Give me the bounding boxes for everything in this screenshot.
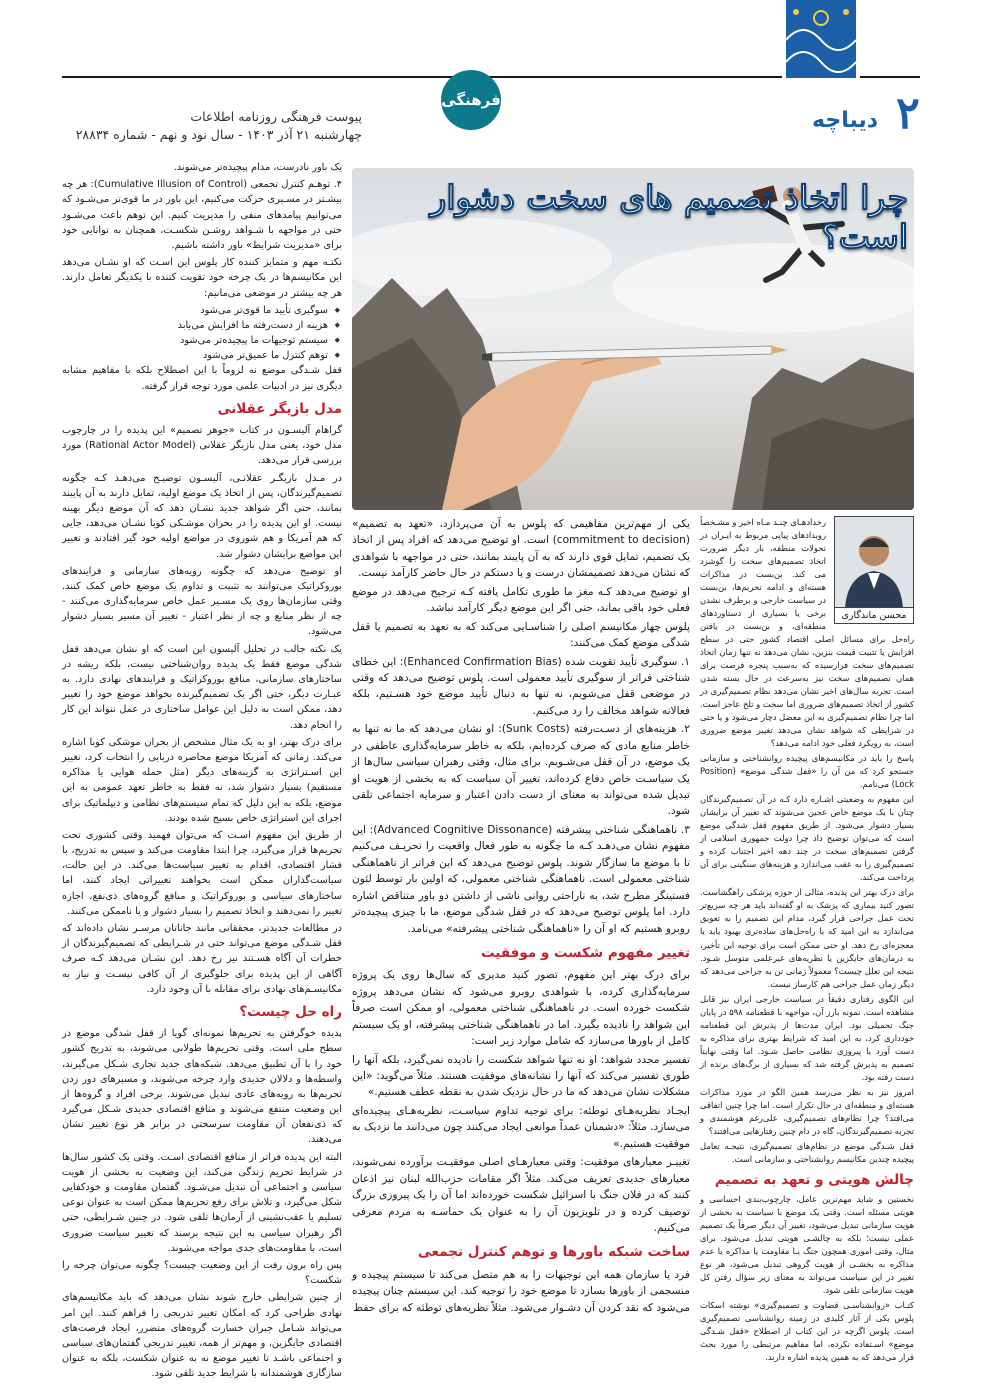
paragraph: نخستین و شاید مهم‌ترین عامل، چارچوب‌بندی احساسی و هویتی مسئله است. وقتی یک موضع با سیاست به بخشی از هویت سازمانی تبدیل می‌شود، تغییر آن دیگر صرفاً یک تصمیم عملی نیست؛ بلکه به چالشـی هویتی تبدیل می‌شود. برای مثال، وقتی اموری همچون جنگ یـا مقاومت یا مذاکره یا عدم مذاکره به بخشـی از هویت گروهی تبدیل می‌شود، هر نوع تغییر در این سیاست می‌تواند به معنای زیر سؤال رفتن کل هویت سازمانی تلقی شود. — [700, 1193, 914, 1295]
masthead — [0, 0, 1000, 160]
list-item: ◆ هزینه از دست‌رفته ما افزایش می‌یابد — [62, 318, 328, 333]
list-item: ◆ سوگیری تأیید ما قوی‌تر می‌شود — [62, 303, 328, 318]
paragraph: او توضیح می‌دهد که چگونه رویه‌های سازمانی و فرایندهای بوروکراتیک می‌توانند به تثبیت و تداوم یک موضع خاص کمک کنند. وقتی سازمان‌ها روی یک مسـیر عمل خاص سرمایه‌گذاری می‌کنند - چه از نظر منابع و چه از نظر اعتبار - تغییر آن مسیر بسیار دشوار می‌شود. — [62, 565, 342, 638]
ornament-tile-icon — [786, 0, 856, 78]
paragraph: قفل شـدگی موضع در نظام‌های تصمیم‌گیری، نتیجـه تعامل پیچیده چندین مکانیسم روانشناختی و سازمانی است. — [700, 1140, 914, 1164]
paragraph: ایجـاد نظریه‌هـای توطئه: برای توجیه تداوم سیاسـت، نظریه‌هـای پیچیده‌ای می‌سازد. مثلاً: «دشمنان عمداً موانعی ایجاد می‌کنند چون می‌دانند ما نزدیک به موفقیت هستیم.» — [352, 1104, 690, 1150]
paragraph: ۳. ناهماهنگی شناختی پیشرفته (Advanced Cognitive Dissonance): این مفهوم نشان می‌دهـد کـه ما چگونه به طور فعال واقعیت را تحریـف می‌کنیم تا با موضع ما سازگار شوند. پلوس توضیح می‌دهد که این فراتر از ناهماهنگی شناختی معمولی است. ناهماهنگی شناختی معمولی، که اولین بار توسط لئون فستینگر مطرح شد، به ناراحتی روانی ناشی از داشتن دو باور متناقض اشاره دارد. اما پلوس توضیح می‌دهد که در قفل شدگی موضع، ما با چیزی پیچیده‌تر روبرو هستیم که او آن را «ناهماهنگی شناختی پیشرفته» می‌نامد. — [352, 823, 690, 935]
subheading: چالش هویتی و تعهد به تصمیم — [714, 1171, 914, 1188]
paragraph: از چنین شرایطی خارج شوند نشان می‌دهد که باید مکانیسم‌های نهادی طراحی کرد که امکان تغییر تدریجی را فراهم کنند. این امر می‌تواند شـامل جبران خسارت گروه‌های متضرر، ایجاد فرصت‌های اقتصادی جایگزین، و مهم‌تر از همه، تغییر تدریجی گفتمان‌های سیاسی و اجتماعی باشـد تا تغییر موضع نه به عنوان شکست، بلکه به عنوان سازگاری هوشمندانه با شرایط جدید تلقی شود. — [62, 1292, 342, 1380]
paragraph: از طریق این مفهوم اسـت که می‌توان فهمید وقتی کشوری تحت تحریم‌ها قرار می‌گیرد، چرا ابتدا مقاومت می‌کند و سپس به تدریج، با فشار اقتصادی، اقدام به تغییر سیاست‌ها می‌کند. در این حالت، سیاست‌گذاران ممکن است بخواهند تغییراتی ایجاد کنند، اما ساختارهای سیاسی و بوروکراتیک و منافع گروه‌های ذی‌نفع، اجازه تغییر را نمی‌دهند و اتخاذ تصمیم را بسیار دشوار و یا ناممکن می‌کنند. — [62, 829, 342, 917]
subheading: مدل بازیگر عقلانی — [217, 400, 342, 417]
paragraph: یک نکته جالب در تحلیل آلیسون این است که او نشان می‌دهد قفل شدگی موضع فقط یک پدیده روان‌شناختی نیست، بلکه ریشه در ساختارهای سازمانی، منافع بوروکراتیک و فرایندهای نهادی دارد. به عبـارت دیگر، حتی اگر یک تصمیم‌گیرنده بخواهد موضع خود را تغییر دهد، ممکن است به دلیل این عوامل ساختاری در عمل نتواند این کار را انجام دهد. — [62, 643, 342, 731]
article-column-right — [700, 516, 914, 1366]
paragraph: در مطالعات جدیدتر، محققانی مانند جاناتان مرسـر نشان داده‌اند که قفل شـدگی موضع می‌تواند حتی در شـرایطی که تصمیم‌گیرندگان از خطرات آن آگاه هسـتند نیز رخ دهد. این نشـان می‌دهد کـه صرف آگاهی از این پدیده برای جلوگیری از آن کافی نیسـت و نیاز به مکانیسـم‌های نهادی برای مقابله با آن وجود دارد. — [62, 923, 342, 995]
paragraph: پاسخ را باید در مکانیسم‌های پیچیده روانشناختی و سازمانی جستجو کرد که من آن را «قفل شدگی موضع» (Position Lock) می‌نامم. — [700, 753, 914, 790]
paragraph: در مـدل بازیگـر عقلانـی، آلیسـون توضیـح می‌دهـد کـه چگونه تصمیم‌گیرندگان، پس از اتخاذ یک موضع اولیه، تمایل دارند به آن پایبند بمانند، حتی اگر شواهد جدید نشـان دهد که آن موضع دیگر بهینه نیست. او این پدیده را در بحران موشـکی کوبا نشـان می‌دهد، جایی که هم آمریکا و هم شوروی در مواضع اولیه خود گیر افتادند و تغییر این مواضع برایشان دشوار شد. — [62, 472, 342, 560]
paragraph: برای درک بهتر این مفهوم، تصور کنید مدیری که سال‌ها روی یک پروژه سرمایه‌گذاری کرده، با شواهدی روبرو می‌شود که نشان می‌دهد پروژه شکست خورده است. در ناهماهنگی شناختی معمولی، او ممکن است صرفاً این شواهد را نادیده بگیرد. اما در ناهماهنگی شناختی پیشرفته، او یک سیستم کامل از باورها می‌سازد که شامل موارد زیر است: — [352, 969, 690, 1048]
bullet-list — [62, 303, 342, 364]
publication-info — [62, 108, 362, 144]
section-title: دیباچه — [812, 108, 878, 133]
paragraph: پس راه برون رفت از این وضعیت چیست؟ چگونه می‌توان چرخه را شکست؟ — [62, 1259, 342, 1287]
paragraph: برای درک بهتر این پدیده، مثالی از حوزه پزشکی راهگشاست. تصور کنید بیماری که پزشک به او گفته‌اند باید هر چه سریع‌تر تحت عمل جراحی قرار گیرد، مدام این تصمیم را به تعویق می‌اندازد به این امید که با راه‌حل‌های ساده‌تری بهبود یابد یا معجزه‌ای رخ دهد. او حتی ممکن است برای توجیه این تأخیر، به درمان‌های جایگزین یا نظریه‌های غیرعلمی متوسل شـود. نتیجه این تعلل چیست؟ معمولاً زمانی تن به جراحی می‌دهد که دیگر زمان عمل جراحی هم کارساز نیست. — [700, 887, 914, 989]
subheading: راه حل چیست؟ — [239, 1003, 342, 1020]
article-column-middle — [352, 516, 690, 1318]
paragraph: فرد یا سازمان همه این توجیهات را به هم متصل می‌کند تا سیستم پیچیده و منسجمی از باورها بسازد تا موضع خود را توجیه کند. این سیستم چنان پیچیده می‌شود که نقد کردن آن دشـوار می‌شود. مثلاً نظریه‌های توطئه که برای حفظ — [352, 1268, 690, 1314]
paragraph: برای درک بهتر، او به یک مثال مشخص از بحران موشکی کوبا اشاره می‌کند. زمانی که آمریکا موضع محاصره دریایی را انتخاب کرد، تغییر این اسـتراتژی به گزینه‌های دیگر (مثل حمله هوایی یا مذاکره مستقیم) بسیار دشوار شد، نه فقط به خاطر تعهد عمومی به این موضع، بلکه به این دلیل که تمام سیستم‌های نظامی و دیپلماتیک برای اجرای این استراتژی خاص بسیج شده بودند. — [62, 736, 342, 824]
paragraph: قفل شـدگی موضع نه لزوماً با این اصطلاح بلکه با مفاهیم مشابه دیگری نیز در ادبیات علمی مورد توجه قرار گرفته. — [62, 365, 342, 392]
paragraph: او توضیح می‌دهد کـه مغز ما طوری تکامل یافته کـه ترجیح می‌دهد در موضع فعلی خود باقی بماند، حتی اگر این موضع دیگر کارآمد نباشد. — [352, 585, 690, 615]
paragraph: گراهام آلیسـون در کتاب «جوهر تصمیم» این پدیده را در چارچوب مدل خود، یعنی مدل بازیگر عقلانی (Rational Actor Model) مورد بررسی قرار می‌دهد. — [62, 425, 343, 467]
list-item: ◆ توهم کنترل ما عمیق‌تر می‌شود — [62, 348, 328, 363]
publication-name: پیوست فرهنگی روزنامه اطلاعات — [190, 109, 362, 124]
paragraph: پلوس چهار مکانیسم اصلی را شناسـایی می‌کند که به تعهد به تصمیم یا قفل شدگی موضع کمک می‌کنند: — [352, 620, 690, 650]
paragraph: امروز نیز به نظر می‌رسد همین الگو در مورد مذاکرات هسته‌ای و منطقه‌ای در حال تکرار است. اما چرا چنین اتفاقی می‌افتد؟ چرا نظام‌های تصمیم‌گیری، علی‌رغم هوشمندی و تجربه تصمیم‌گیرندگان، گاه در دام چنین رفتارهایی می‌افتند؟ — [700, 1086, 914, 1136]
paragraph: این الگوی رفتاری دقیقاً در سیاست خارجی ایران نیز قابل مشاهده است. نمونه بارز آن، مواجهه با قطعنامه ۵۹۸ در پایان جنگ تحمیلی بود. ایران مدت‌ها از پذیرش این قطعنامه خودداری کرد، به این امید که شرایط بهتری برای مذاکره به دست آورد یا پیروزی نظامی حاصل شـود. اما وقتی نهایتاً تصمیم به پذیرش گرفته شد که بسیاری از برگ‌های برنده از دست رفته بود. — [700, 993, 914, 1082]
paragraph: تغییـر معیارهای موفقیت: وقتی معیارهـای اصلی موفقیـت برآورده نمی‌شوند، معیارهای جدیدی تعریف می‌کند. مثلاً اگر مقامات حزب‌الله لبنان نیز اذعان کنند که در فلان جنگ با اسرائیل شکست خورده‌اند اما آن را یک پیروزی بزرگ توصیف کرده و در تلویزیون آن را به عنوان یک حماسـه به مردم معرفی می‌کنیم. — [352, 1156, 690, 1234]
article-column-left — [62, 160, 342, 1383]
author-photo — [834, 516, 914, 624]
paragraph: رخدادهـای چنـد مـاه اخیر و مشـخصاً رویدادهای پیاپی مربوط به ایـران در تحولات منطقه، بار دیگر ضرورت اتخاذ تصمیم‌های سخت را گوشزد می کند. بن‌بست در مذاکرات هسته‌ای و ادامه تحریم‌ها، بن‌بست در سیاست خارجی و برطرف نشدن برخی یا بسیاری از دستاوردهای منطقه‌ای، و بن‌بست در یافتن راه‌حل برای مسائل اصلی اقتصاد کشور حتی در سطح افزایش یا تثبیت قیمت بنزین، نشان می‌دهد نه تنها زمان اتخاذ تصمیم‌های سخت فرارسیده که به‌سبب پنجره فرصت برای همان تصمیم‌های سخت نیز به‌سرعت در حال بسته شدن است. تجربه سال‌های اخیر نشان می‌دهد نظام تصمیم‌گیری در کشور از اتخاذ تصمیم‌های ضروری اما سخت و تلخ عاجز است. اما چرا نظام تصمیم‌گیری به این معضل دچار می‌شود و یا حتی در شرایطی که شواهد نشان می‌دهد تغییر موضع ضروری است، به رویکرد فعلی خود ادامه می‌دهد؟ — [700, 517, 914, 749]
paragraph: یک باور نادرست، مدام پیچیده‌تر می‌شوند. — [173, 162, 342, 173]
subheading: ساخت شبکه باورها و توهم کنترل تجمعی — [417, 1244, 690, 1261]
issue-date-line: چهارشنبه ۲۱ آذر ۱۴۰۳ - سال نود و نهم - شماره ۲۸۸۳۴ — [75, 127, 362, 142]
subheading: تغییر مفهوم شکست و موفقیت — [481, 944, 690, 961]
paragraph: نکتـه مهم و متمایز کننده کار پلوس این اسـت که او نشـان می‌دهد این مکانیسم‌ها در یک چرخه خود تقویت کننده با یکدیگر تعامل دارند. هر چه بیشتر در موضعی می‌مانیم: — [62, 257, 342, 299]
header-rule-right — [860, 76, 920, 78]
paragraph: این مفهوم به وضعیتی اشـاره دارد کـه در آن تصمیم‌گیرندگان چنان با یک موضع خاص عجین می‌شوند که تغییر آن برایشان بسیار دشوار می‌شود. از طریق مفهوم قفل شدگی موضع است که می‌توان توضیح داد چرا دولت جمهوری اسلامی از گرفتن تصمیم‌های سخت در چند دهه اخیر اجتناب کرده و تصمیم‌گیری را به عقب می‌اندازد و هزینه‌های سنگینی برای آن پرداخت می‌کند. — [700, 794, 914, 883]
header-rule — [62, 76, 782, 78]
paragraph: یکی از مهم‌ترین مفاهیمی که پلوس به آن می‌پردازد، «تعهد به تصمیم» (commitment to decision) است. او توضیح می‌دهد که افراد پس از اتخاذ یک تصمیم، تمایل قوی دارند که به آن پایبند بمانند، حتی در مواجهه با شواهدی که نشان می‌دهد تصمیمشان درست و یا دستکم در حال حاضر کارآمد نیست. — [352, 518, 690, 580]
page-number: ۲ — [896, 88, 920, 139]
paragraph: پدیده خوگرفتن به تحریم‌ها نمونه‌ای گویا از قفل شدگی موضع در سطح ملی است. وقتی تحریم‌ها طولانی می‌شوند، به تدریج کشور خود را با آن تطبیق می‌دهد. شبکه‌های جدید تجاری شـکل می‌گیرند، واسطه‌ها و دلالان جدیدی وارد چرخه می‌شوند، و مسیرهای دور زدن تحریم‌ها به رویه‌های عادی تبدیل می‌شوند. برخی افراد و گروه‌ها از این وضعیت منتفع می‌شوند و منافع اقتصادی جدیدی شـکل می‌گیرد که ذی‌نفعان آن مقاومت سرسختی در برابر هر نوع تغییر نشان می‌دهند. — [62, 1028, 342, 1146]
paragraph: البته این پدیده فراتر از منافع اقتصادی اسـت. وقتی یک کشور سال‌ها در شرایط تحریم زندگی می‌کند، این وضعیت به بخشی از هویت سیاسی و اجتماعی آن تبدیل می‌شـود. گفتمان مقاومت و خودکفایی شکل می‌گیرد، و تلاش برای رفع تحریم‌ها ممکن است به عنوان نوعی تسلیم یا عقب‌نشینی از آرمان‌ها تلقی شود. در چنین شـرایطی، حتی اگر رهبران سیاسی به این نتیجه برسند که تغییر سیاست ضروری است، با مقاومت‌های جدی مواجه می‌شوند. — [62, 1151, 342, 1254]
paragraph: تفسیر مجدد شواهد: او نه تنها شواهد شکست را نادیده نمی‌گیرد، بلکه آنها را طوری تفسیر می‌کند که آنها را نشانه‌های موفقیت هستند. مثلاً می‌گوید: «این مشکلات نشان می‌دهد که ما در حال نزدیک شدن به نقطه عطف هستیم.» — [352, 1053, 690, 1099]
list-item: ◆ سیستم توجیهات ما پیچیده‌تر می‌شود — [62, 333, 328, 348]
paragraph: کتـاب «روانشناسـی قضاوت و تصمیم‌گیری» نوشته اسکات پلوس یکی از آثار کلیدی در زمینه روانشناسی تصمیم‌گیری است. پلوس اگرچه در این کتاب از اصطلاح «قفل شـدگی موضع» اسـتفاده نکرده، اما مفاهیم مرتبطی را مورد بحث قرار می‌دهد که به همین پدیده اشاره دارند. — [700, 1299, 914, 1362]
article-headline: چرا اتخاذ تصمیم های سخت دشوار است؟ — [430, 178, 908, 256]
brand-logo: فرهنگی — [441, 70, 501, 130]
author-name: محسن ماندگاری — [835, 607, 913, 623]
paragraph: ۱. سوگیری تأیید تقویت شده (Enhanced Confirmation Bias): این خطای شناختی فراتر از سوگیری تأیید معمولی است. پلوس توضیح می‌دهد که وقتی در موضعی قفل می‌شویم، نه تنها به دنبال تأیید موضع خود هسـتیم، بلکه فعالانه شواهد مخالف را رد می‌کنیم. — [352, 655, 690, 717]
paragraph: ۲. هزینه‌های از دسـت‌رفته (Sunk Costs): او نشان می‌دهد که ما نه تنها به خاطر منابع مادی که صرف کرده‌ایم، بلکه به خاطر سرمایه‌گذاری عاطفی در یک موضع، در آن قفل می‌شـویم. برای مثال، وقتی رهبران سیاسی سال‌ها از یک سیاسـت خاص دفاع کرده‌اند، تغییر آن سیاست که به بخشی از هویت او تبدیل شده می‌تواند به معنای از دست دادن اعتبار و سرمایه اجتماعی تلقی شود. — [352, 723, 690, 818]
paragraph: ۴. توهـم کنترل تجمعی (Cumulative Illusion of Control): هر چه بیشـتر در مسـیری حرکت می‌کنیم، این باور در ما قوی‌تر می‌شـود که می‌توانیم پیامدهای منفی را مدیریت کنیم. این توهم باعث می‌شـود حتی در مواجهه با شـواهد روشـن شکسـت، همچنان به توانایی خود برای «مدیریت شرایط» باور داشته باشیم. — [62, 179, 343, 251]
